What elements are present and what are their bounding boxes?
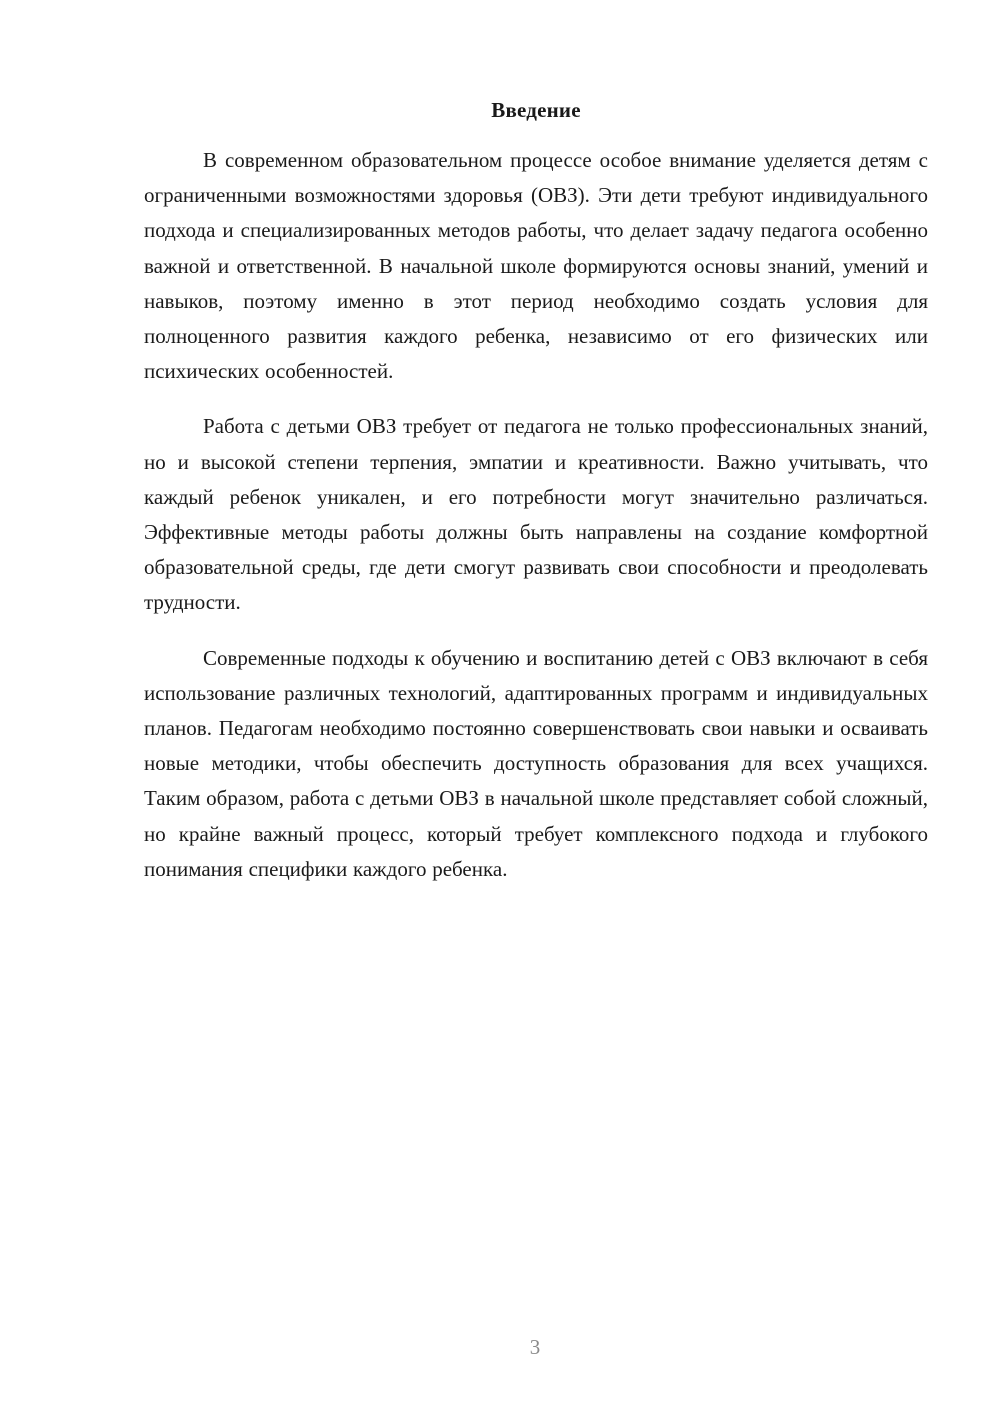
paragraph-3: Современные подходы к обучению и воспитанию детей с ОВЗ включают в себя использование различных технологий, адаптированных программ и индивидуальных планов. Педагогам необходимо постоянно совершенствовать свои навыки и осваивать новые методики, чтобы обеспечить доступность образования для всех учащихся. Таким образом, работа с детьми ОВЗ в начальной школе представляет собой сложный, но крайне важный процесс, который требует комплексного подхода и глубокого понимания специфики каждого ребенка.: [144, 645, 928, 881]
page-content: [144, 96, 928, 887]
page-number: 3: [529, 1335, 541, 1359]
paragraph-1: В современном образовательном процессе особое внимание уделяется детям с ограниченными возможностями здоровья (ОВЗ). Эти дети требуют индивидуального подхода и специализированных методов работы, что делает задачу педагога особенно важной и ответственной. В начальной школе формируются основы знаний, умений и навыков, поэтому именно в этот период необходимо создать условия для полноценного развития каждого ребенка, независимо от его физических или психических особенностей.: [144, 148, 928, 384]
section-title: Введение: [491, 98, 581, 122]
paragraph-2: Работа с детьми ОВЗ требует от педагога не только профессиональных знаний, но и высокой степени терпения, эмпатии и креативности. Важно учитывать, что каждый ребенок уникален, и его потребности могут значительно различаться. Эффективные методы работы должны быть направлены на создание комфортной образовательной среды, где дети смогут развивать свои способности и преодолевать трудности.: [144, 414, 928, 615]
